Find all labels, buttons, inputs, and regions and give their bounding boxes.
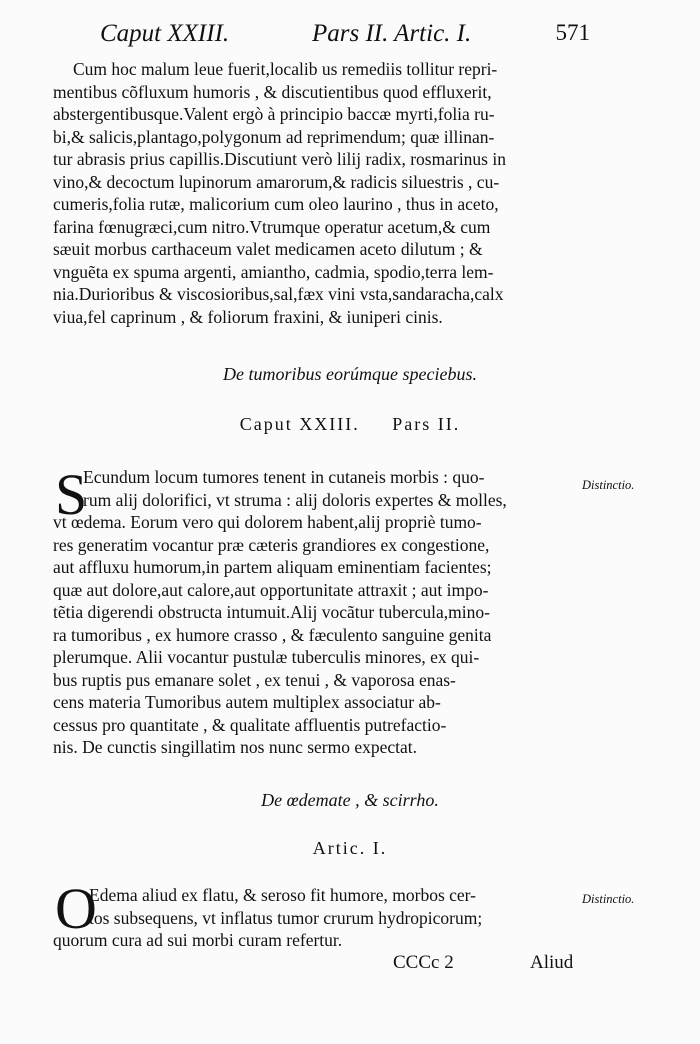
text-line: viua,fel caprinum , & foliorum fraxini, & iuniperi cinis.	[53, 306, 443, 327]
caput-heading: Caput XXIII. Pars II.	[239, 414, 461, 434]
text-line: bi,& salicis,plantago,polygonum ad reprimendum; quæ illinan-	[53, 126, 495, 147]
text-line: farina fœnugræci,cum nitro.Vtrumque operatur acetum,& cum	[53, 216, 491, 237]
text-line: vt œdema. Eorum vero qui dolorem habent,alij propriè tumo-	[53, 512, 482, 532]
artic-heading: Artic. I.	[312, 838, 388, 858]
text-line: nia.Durioribus & viscosioribus,sal,fæx vini vsta,sandaracha,calx	[53, 284, 504, 304]
signature-mark: CCCc 2	[393, 952, 454, 973]
text-line: cessus pro quantitate , & qualitate affluentis putrefactio-	[53, 714, 447, 735]
text-line: aut affluxu humorum,in partem aliquam eminentiam facientes;	[53, 557, 492, 577]
margin-note-distinctio: Distinctio.	[582, 478, 635, 492]
text-line: cumeris,folia rutæ, malicorium cum oleo laurino , thus in aceto,	[53, 194, 499, 214]
text-line: nis. De cunctis singillatim nos nunc sermo expectat.	[53, 737, 418, 757]
text-line: abstergentibusque.Valent ergò à principio baccæ myrti,folia ru-	[53, 104, 495, 124]
section-heading-oedema: De œdemate , & scirrho.	[261, 790, 439, 810]
text-line: mentibus cõfluxum humoris , & discutientibus quod effluxerit,	[53, 81, 492, 102]
text-line: plerumque. Alii vocantur pustulæ tuberculis minores, ex qui-	[53, 647, 480, 667]
text-line: tẽtia digerendi obstructa intumuit.Alij vocãtur tubercula,mino-	[53, 602, 490, 622]
text-line: tur abrasis prius capillis.Discutiunt verò lilij radix, rosmarinus in	[53, 149, 506, 169]
running-head-part: Pars II. Artic. I.	[312, 20, 472, 47]
paragraph-2	[53, 462, 583, 759]
margin-note-distinctio-2: Distinctio.	[582, 892, 635, 906]
text-line: quæ aut dolore,aut calore,aut opportunitate attraxit ; aut impo-	[53, 579, 489, 600]
text-line: quorum cura ad sui morbi curam refertur.	[53, 930, 343, 950]
text-line: res generatim vocantur præ cæteris grandiores ex congestione,	[53, 534, 490, 555]
paragraph-1	[53, 58, 583, 328]
text-line: Edema aliud ex flatu, & seroso fit humore, morbos cer-	[89, 885, 476, 905]
text-line: bus ruptis pus emanare solet , ex tenui , & vaporosa enas-	[53, 669, 456, 690]
drop-cap-o: O	[55, 876, 97, 941]
text-line: cens materia Tumoribus autem multiplex associatur ab-	[53, 692, 441, 712]
catchword: Aliud	[530, 952, 574, 973]
text-line: ra tumoribus , ex humore crasso , & fæculento sanguine genita	[53, 624, 492, 645]
text-line: rum alij dolorifici, vt struma : alij doloris expertes & molles,	[83, 489, 507, 510]
text-line: vnguẽta ex spuma argenti, amiantho, cadmia, spodio,terra lem-	[53, 261, 494, 282]
page-number: 571	[555, 20, 590, 45]
section-heading-tumors: De tumoribus eorúmque speciebus.	[223, 364, 477, 384]
text-line: Ecundum locum tumores tenent in cutaneis morbis : quo-	[83, 467, 485, 487]
text-line: Cum hoc malum leue fuerit,localib us remediis tollitur repri-	[73, 59, 498, 79]
text-line: tos subsequens, vt inflatus tumor crurum hydropicorum;	[89, 907, 483, 928]
text-line: sæuit morbus carthaceum valet medicamen aceto dilutum ; &	[53, 239, 483, 259]
text-line: vino,& decoctum lupinorum amarorum,& radicis siluestris , cu-	[53, 171, 500, 192]
paragraph-3	[53, 884, 583, 952]
running-head-section: Caput XXIII.	[100, 20, 230, 47]
drop-cap-s: S	[55, 462, 88, 527]
